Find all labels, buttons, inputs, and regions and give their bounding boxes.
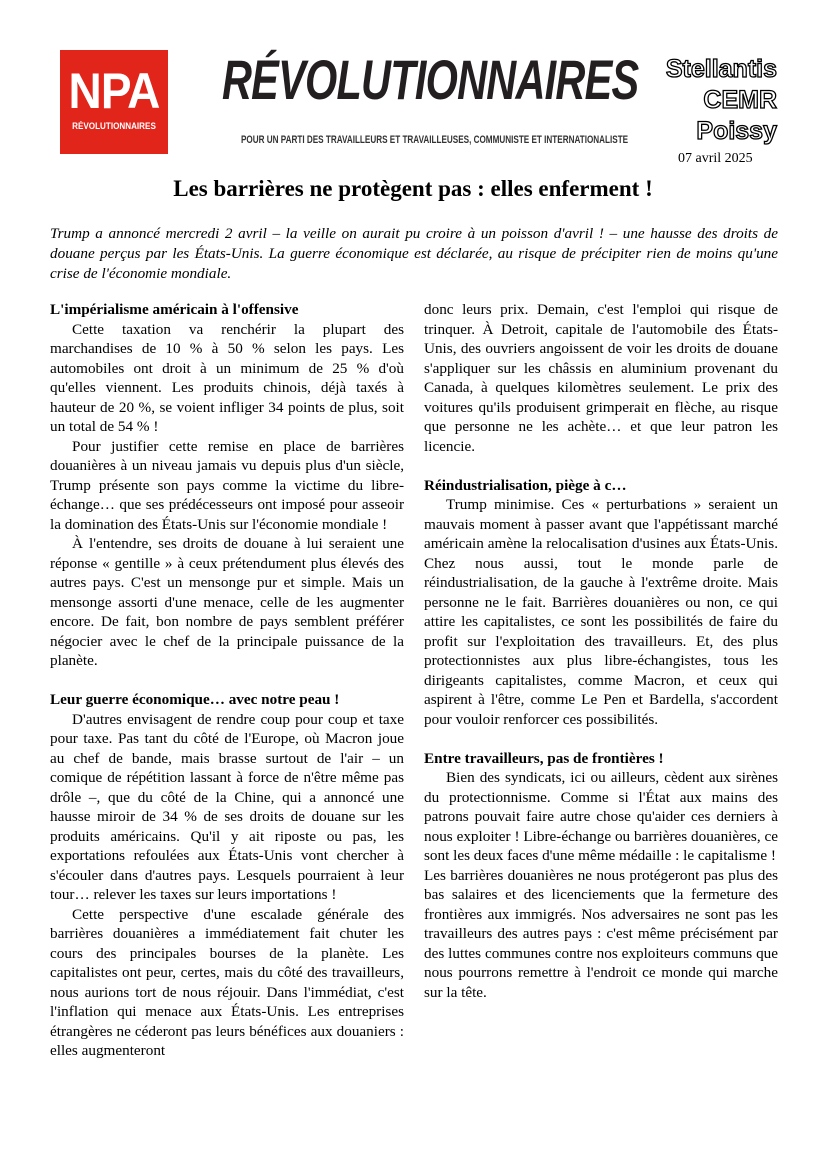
npa-logo [60, 50, 168, 154]
column-right [424, 300, 778, 1002]
site-line-company: Stellantis [665, 55, 777, 83]
paragraph: Pour justifier cette remise en place de barrières douanières à un niveau jamais vu depuis plus d'un siècle, Trump présente son pays comme la victime du libre-échange… que ses prédécesseurs ont imposé pour asseoir la domination des États-Unis sur l'économie mondiale ! [50, 437, 404, 533]
section-title: Leur guerre économique… avec notre peau ! [50, 691, 340, 708]
paragraph: donc leurs prix. Demain, c'est l'emploi qui risque de trinquer. À Detroit, capitale de l'automobile des États-Unis, des ouvriers angoissent de voir les droits de douane s'appliquer sur les châssis en aluminium provenant du Canada, à quelques kilomètres seulement. Le prix des voitures qu'ils produisent grimperait en flèche, au risque que personne ne les achète… et que leur patron les licencie. [424, 301, 778, 455]
paragraph: Trump minimise. Ces « perturbations » seraient un mauvais moment à passer avant que l'appétissant marché américain amène la relocalisation d'usines aux États-Unis. Chez nous aussi, tout le monde parle de réindustrialisation, de la gauche à l'extrême droite. Mais personne ne le fait. Barrières douanières ou non, ce qui attire les capitalistes, ce sont les possibilités de faire du profit sur l'exploitation des travailleurs. Et, des plus protectionnistes aux plus libre-échangistes, tous les dirigeants capitalistes, comme Macron, et ceux qui aspirent à l'être, comme Le Pen et Bardella, s'accordent pour vouloir renforcer ces possibilités. [424, 496, 778, 728]
masthead-title: RÉVOLUTIONNAIRES [222, 48, 639, 111]
article-lede: Trump a annoncé mercredi 2 avril – la veille on aurait pu croire à un poisson d'avril ! – une hausse des droits de douane perçus par les États-Unis. La guerre économique est déclarée, au risque de précipiter rien de moins qu'une crise de l'économie mondiale. [50, 225, 778, 282]
paragraph: Cette perspective d'une escalade générale des barrières douanières a immédiatement fait chuter les cours des principales bourses de la planète. Les capitalistes ont peur, certes, mais du côté des travailleurs, nous aurions tort de nous réjouir. Dans l'immédiat, c'est l'inflation qui menace aux États-Unis. Les entreprises étrangères ne céderont pas leurs bénéfices aux douaniers : elles augmenteront [50, 905, 404, 1059]
column-left [50, 300, 404, 1061]
section-title: L'impérialisme américain à l'offensive [50, 301, 299, 318]
paragraph: Bien des syndicats, ici ou ailleurs, cèdent aux sirènes du protectionnisme. Comme si l'État aux mains des patrons pouvait faire autre chose qu'aider ces derniers à nous exploiter ! Libre-échange ou barrières douanières, ce sont les deux faces d'une même médaille : le capitalisme ! [424, 769, 778, 864]
paragraph: À l'entendre, ses droits de douane à lui seraient une réponse « gentille » à ceux prétendument plus élevés des autres pays. C'est un mensonge pur et simple. Mais un mensonge assorti d'une menace, celle de les augmenter encore. De fait, bon nombre de pays semblent préférer négocier avec le chef de la principale puissance de la planète. [50, 535, 404, 669]
paragraph: D'autres envisagent de rendre coup pour coup et taxe pour taxe. Pas tant du côté de l'Europe, où Macron joue au chef de bande, mais brasse surtout de l'air – un comique de répétition lassant à force de n'être même pas drôle –, que du côté de la Chine, qui a annoncé une hausse miroir de 34 % de ses droits de douane sur les produits américains. Qu'il y ait riposte ou pas, les exportations refoulées aux États-Unis vont chercher à s'écouler dans d'autres pays. Lesquels pourraient à leur tour… relever les taxes sur leurs importations ! [50, 710, 404, 903]
logo-npa-text: NPA [68, 63, 160, 119]
site-line-unit: CEMR [703, 86, 777, 114]
logo-subtitle: RÉVOLUTIONNAIRES [72, 121, 156, 131]
section-title: Entre travailleurs, pas de frontières ! [424, 749, 664, 767]
paragraph: Cette taxation va renchérir la plupart des marchandises de 10 % à 50 % selon les pays. Les automobiles ont droit à un minimum de 25 % d'où qu'elles viennent. Les produits chinois, déjà taxés à hauteur de 20 %, se voient infliger 34 points de plus, soit un total de 54 % ! [50, 320, 404, 435]
site-line-city: Poissy [696, 117, 777, 145]
issue-date: 07 avril 2025 [678, 151, 753, 166]
article-headline: Les barrières ne protègent pas : elles enferment ! [173, 176, 653, 201]
site-label [666, 54, 777, 147]
section-title: Réindustrialisation, piège à c… [424, 476, 627, 494]
paragraph: Les barrières douanières ne nous protégeront pas plus des bas salaires et des licenciements que la fermeture des frontières aux immigrés. Nos adversaires ne sont pas les travailleurs des autres pays : c'est même précisément par des luttes communes contre nos exploiteurs communs que nous pourrons remettre à l'endroit ce monde qui marche sur la tête. [424, 866, 778, 1001]
masthead-tagline: POUR UN PARTI DES TRAVAILLEURS ET TRAVAILLEUSES, COMMUNISTE ET INTERNATIONALISTE [241, 134, 629, 146]
